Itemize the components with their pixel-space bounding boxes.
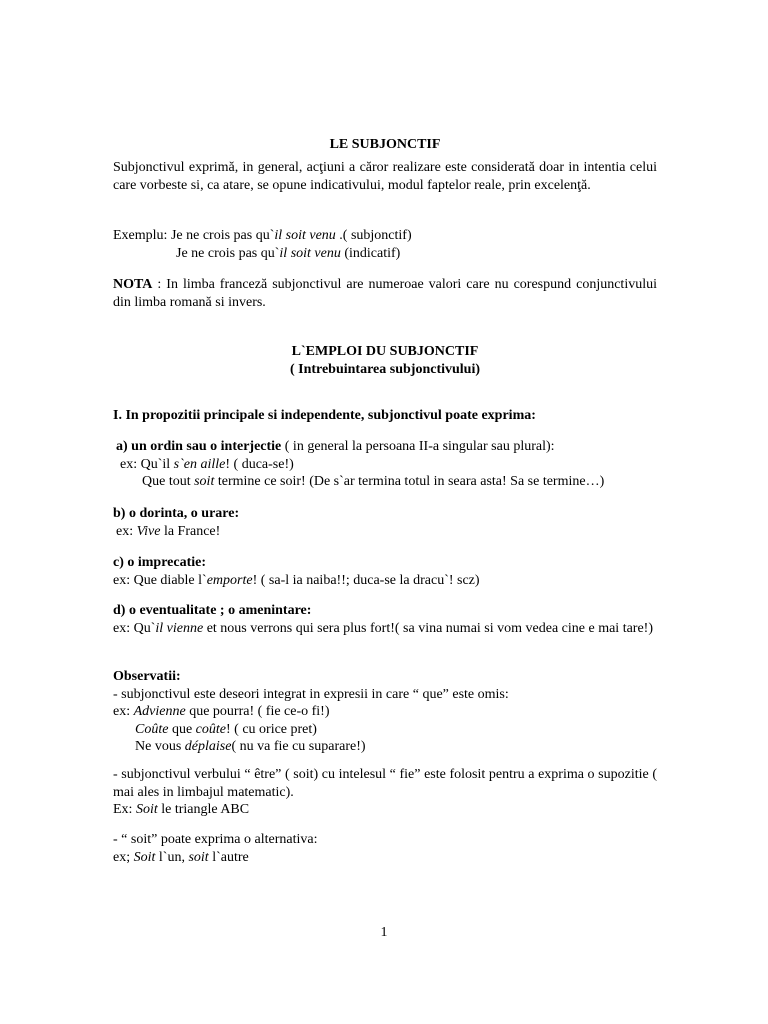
observatii-item-3: - “ soit” poate exprima o alternativa: ex; Soit l`un, soit l`autre bbox=[113, 831, 657, 866]
intro-paragraph: Subjonctivul exprimă, in general, acţiuni a căror realizare este considerată doar in intentia celui care vorbeste si, ca atare, se opune indicativului, modul faptelor reale, prin excelenţă. bbox=[113, 160, 657, 193]
example-line-1: Exemplu: Je ne crois pas qu`il soit venu .( subjonctif) bbox=[113, 228, 412, 243]
item-d-example: ex: Qu`il vienne et nous verrons qui sera plus fort!( sa vina numai si vom vedea cine e mai tare!) bbox=[113, 620, 654, 636]
section-heading: L`EMPLOI DU SUBJONCTIF ( Intrebuintarea subjonctivului) bbox=[289, 344, 481, 377]
item-c-example: ex: Que diable l`emporte! ( sa-l ia naiba!!; duca-se la dracu`! scz) bbox=[113, 572, 480, 588]
example-line-2: Je ne crois pas qu`il soit venu (indicatif) bbox=[176, 245, 401, 261]
observatii-item-1: - subjonctivul este deseori integrat in expresii in care “ que” este omis: bbox=[113, 686, 509, 702]
example-block bbox=[113, 227, 657, 262]
item-b: b) o dorinta, o urare: ex: Vive la France! bbox=[113, 505, 657, 540]
observatii-item-3-example: ex; Soit l`un, soit l`autre bbox=[113, 849, 249, 865]
item-a-example-1: ex: Qu`il s`en aille! ( duca-se!) bbox=[120, 456, 294, 472]
item-a-example-2: Que tout soit termine ce soir! (De s`ar termina totul in seara asta! Sa se termine…) bbox=[142, 474, 605, 489]
nota-paragraph: NOTA : In limba franceză subjonctivul are numeroae valori care nu corespund conjunctivului din limba romană si invers. bbox=[113, 277, 657, 310]
item-c: c) o imprecatie: ex: Que diable l`emporte! ( sa-l ia naiba!!; duca-se la dracu`! scz) bbox=[113, 554, 657, 589]
observatii-item-1-example-3: Ne vous déplaise( nu va fie cu suparare!) bbox=[135, 739, 366, 754]
part1-heading: I. In propozitii principale si independente, subjonctivul poate exprima: bbox=[113, 408, 536, 423]
page-title: LE SUBJONCTIF bbox=[329, 137, 441, 152]
observatii-item-1-example-2: Coûte que coûte! ( cu orice pret) bbox=[135, 721, 317, 737]
observatii-label: Observatii: bbox=[113, 669, 181, 684]
observatii-item-2: - subjonctivul verbului “ être” ( soit) cu intelesul “ fie” este folosit pentru a exprima o supozitie ( mai ales in limbajul matematic). Ex: Soit le triangle ABC bbox=[113, 767, 657, 817]
observatii-block bbox=[113, 668, 657, 756]
page-number: 1 bbox=[380, 925, 388, 940]
observatii-item-2-example: Ex: Soit le triangle ABC bbox=[113, 802, 250, 817]
item-d: d) o eventualitate ; o amenintare: ex: Qu`il vienne et nous verrons qui sera plus fort!( sa vina numai si vom vedea cine e mai tare!) bbox=[113, 602, 657, 637]
item-b-example: ex: Vive la France! bbox=[116, 523, 221, 539]
observatii-item-1-example-1: ex: Advienne que pourra! ( fie ce-o fi!) bbox=[113, 704, 330, 719]
item-a: a) un ordin sau o interjectie ( in general la persoana II-a singular sau plural): ex: Qu`il s`en aille! ( duca-se!) Que tout soit termine ce soir! (De s`ar termina totul in seara asta! Sa se termine…) bbox=[113, 438, 657, 491]
